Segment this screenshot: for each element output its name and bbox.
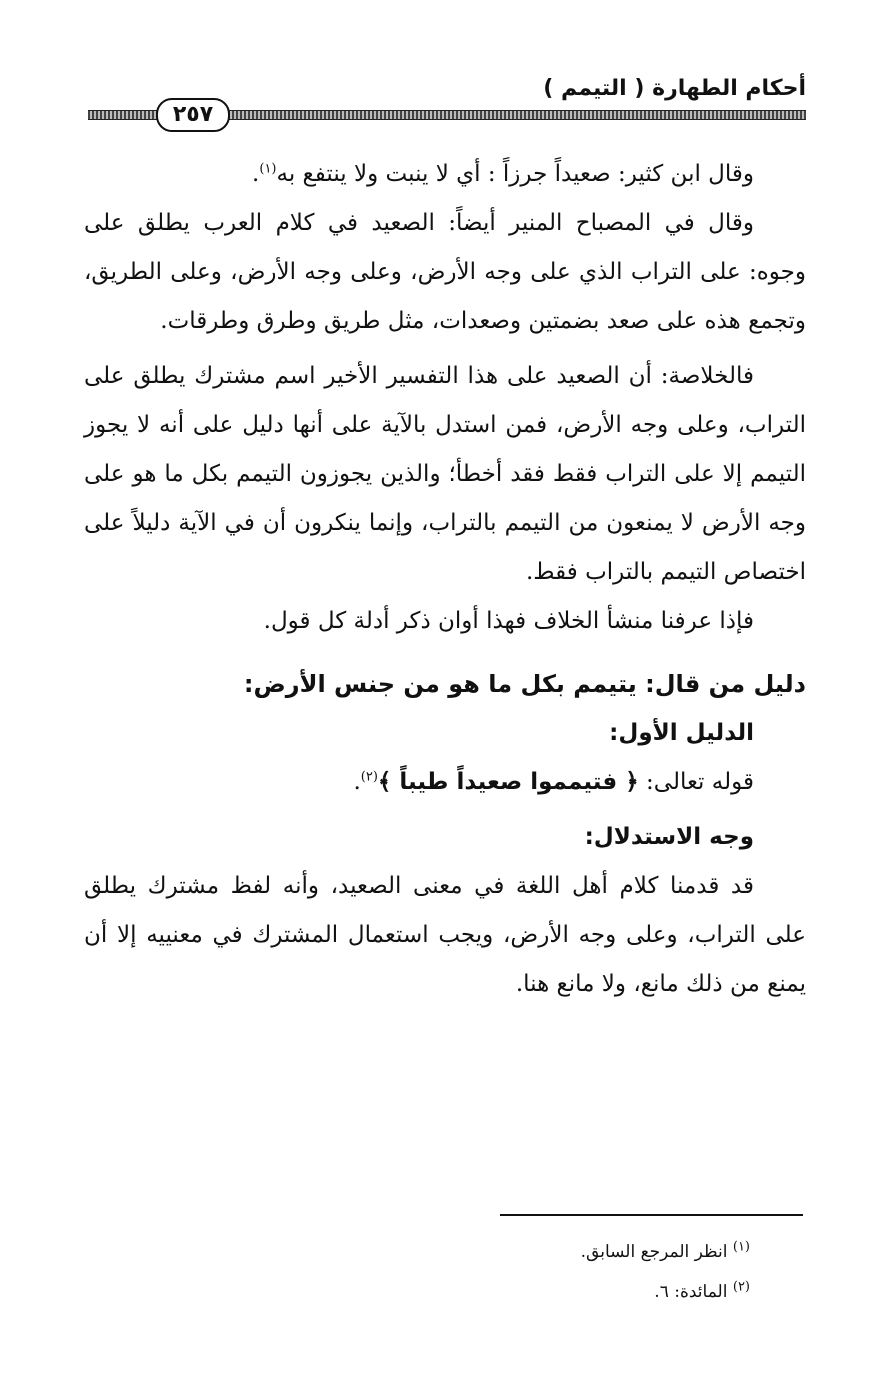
- main-text: [84, 150, 806, 1009]
- quran-verse: ﴿ فتيمموا صعيداً طيباً ﴾: [377, 769, 639, 795]
- footnote-2-text: المائدة: ٦.: [654, 1282, 728, 1302]
- paragraph-inference: قد قدمنا كلام أهل اللغة في معنى الصعيد، وأنه لفظ مشترك يطلق على التراب، وعلى وجه الأرض، ويجب استعمال المشترك في معنييه إلا أن يمنع من ذلك مانع، ولا مانع هنا.: [84, 873, 806, 997]
- paragraph-ibn-kathir: [84, 150, 806, 199]
- paragraph-end: .: [252, 161, 260, 187]
- paragraph-verse: [84, 758, 806, 807]
- paragraph-text: وقال ابن كثير: صعيداً جرزاً : أي لا ينبت ولا ينتفع به: [276, 161, 754, 187]
- verse-intro: قوله تعالى:: [638, 769, 754, 795]
- book-title: أحكام الطهارة ( التيمم ): [543, 76, 806, 101]
- paragraph-misbah: وقال في المصباح المنير أيضاً: الصعيد في كلام العرب يطلق على وجوه: على التراب الذي على وجه الأرض، وعلى وجه الأرض، وعلى الطريق، وتجمع هذه على صعد بضمتين وصعدات، مثل طريق وطرق وطرقات.: [84, 210, 806, 334]
- footnote-1-ref: (١): [732, 1239, 750, 1255]
- paragraph-conclusion: فالخلاصة: أن الصعيد على هذا التفسير الأخير اسم مشترك يطلق على التراب، وعلى وجه الأرض، فمن استدل بالآية على أنها دليل على أنه لا يجوز التيمم إلا على التراب فقط فقد أخطأ؛ والذين يجوزون التيمم بكل ما هو على وجه الأرض لا يمنعون من التيمم بالتراب، وإنما ينكرون أن في الآية دليلاً على اختصاص التيمم بالتراب فقط.: [84, 363, 806, 585]
- page-number: ٢٥٧: [156, 98, 230, 132]
- page-header: [88, 74, 806, 130]
- sub-heading-first-evidence: الدليل الأول:: [609, 720, 754, 746]
- verse-end: .: [353, 769, 361, 795]
- footnote-2: [400, 1272, 750, 1312]
- footnote-ref-1: (١): [259, 161, 277, 177]
- footnote-1: [400, 1232, 750, 1272]
- sub-heading-inference: وجه الاستدلال:: [584, 824, 754, 850]
- footnote-divider: [500, 1214, 803, 1216]
- footnotes: [400, 1232, 750, 1312]
- footnote-ref-2: (٢): [360, 769, 378, 785]
- section-heading: دليل من قال: يتيمم بكل ما هو من جنس الأرض:: [243, 670, 806, 698]
- paragraph-transition: فإذا عرفنا منشأ الخلاف فهذا أوان ذكر أدلة كل قول.: [263, 608, 754, 634]
- footnote-1-text: انظر المرجع السابق.: [580, 1242, 728, 1262]
- footnote-2-ref: (٢): [732, 1279, 750, 1295]
